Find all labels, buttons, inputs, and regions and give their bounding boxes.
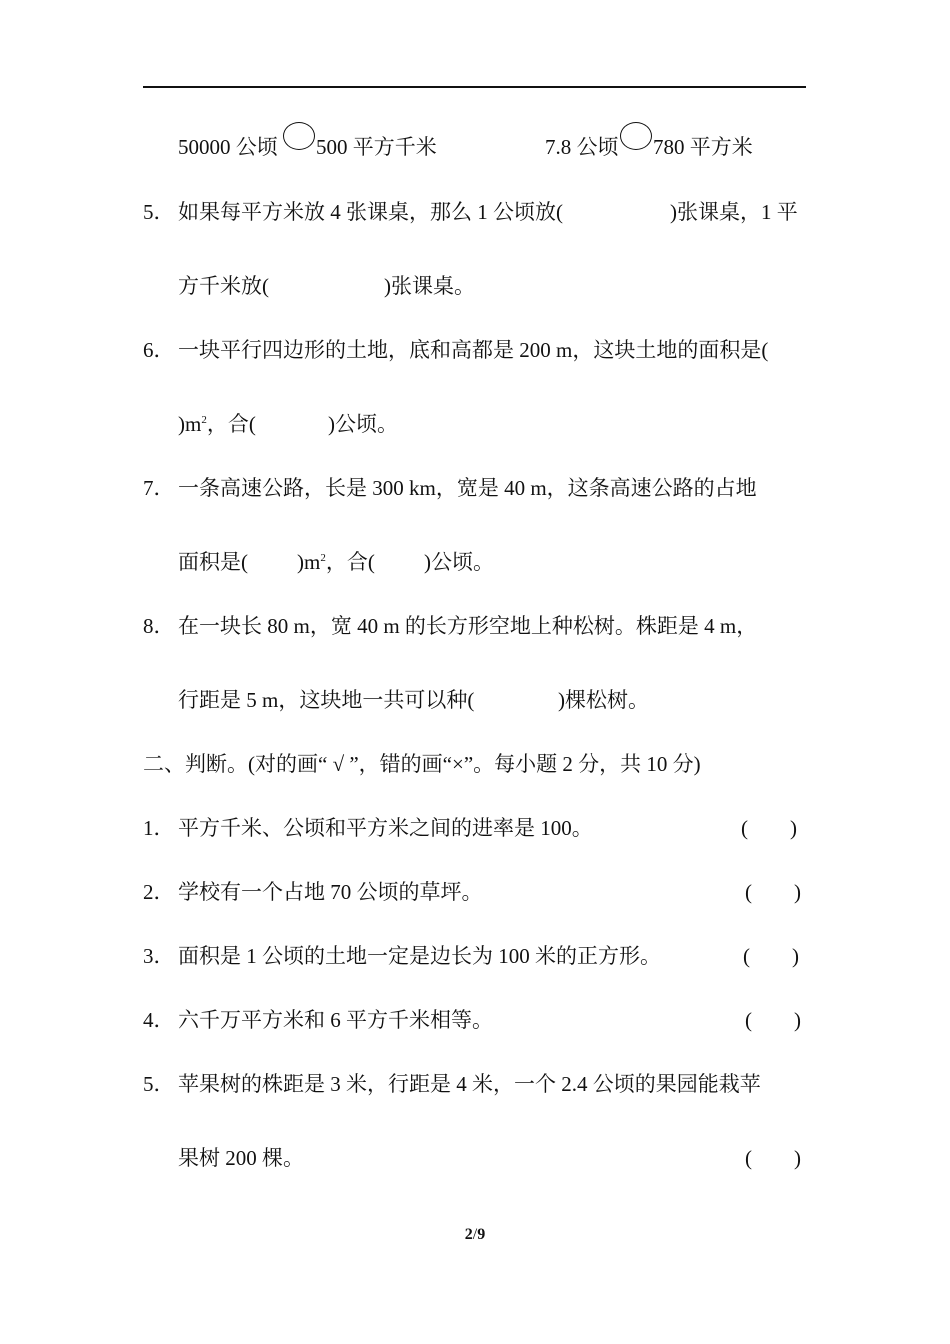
question-text: 如果每平方米放 4 张课桌，那么 1 公顷放( xyxy=(178,200,563,224)
compare-right-a: 7.8 公顷 xyxy=(545,135,619,159)
question-text: 行距是 5 m，这块地一共可以种( xyxy=(178,688,475,712)
question-number: 8． xyxy=(143,614,175,638)
question-number: 6． xyxy=(143,338,175,362)
question-number: 1． xyxy=(143,816,175,840)
question-text: 面积是 1 公顷的土地一定是边长为 100 米的正方形。 xyxy=(178,944,661,968)
compare-left-a: 50000 公顷 xyxy=(178,135,278,159)
page-number: 2/9 xyxy=(464,1226,486,1243)
answer-bracket[interactable]: ( ) xyxy=(745,1008,801,1032)
question-text: )棵松树。 xyxy=(558,688,649,712)
header-rule xyxy=(143,86,806,88)
question-text: )公顷。 xyxy=(424,550,494,574)
question-text: )张课桌，1 平 xyxy=(670,200,798,224)
question-text: )张课桌。 xyxy=(384,274,475,298)
compare-left-b: 500 平方千米 xyxy=(316,135,437,159)
question-text: 一条高速公路，长是 300 km，宽是 40 m，这条高速公路的占地 xyxy=(178,476,757,500)
question-number: 7． xyxy=(143,476,175,500)
answer-bracket[interactable]: ( ) xyxy=(743,944,799,968)
compare-circle-right[interactable] xyxy=(620,122,652,150)
question-text: 方千米放( xyxy=(178,274,269,298)
question-number: 5． xyxy=(143,1072,175,1096)
question-number: 5． xyxy=(143,200,175,224)
question-text: )$m^2$，合( xyxy=(178,412,256,436)
question-text: 一块平行四边形的土地，底和高都是 200 m，这块土地的面积是( xyxy=(178,338,769,362)
question-text: 苹果树的株距是 3 米，行距是 4 米，一个 2.4 公顷的果园能栽苹 xyxy=(178,1072,761,1096)
question-text: )$m^2$，合( xyxy=(297,550,375,574)
answer-bracket[interactable]: ( ) xyxy=(741,816,797,840)
question-text: 六千万平方米和 6 平方千米相等。 xyxy=(178,1008,493,1032)
question-text: 学校有一个占地 70 公顷的草坪。 xyxy=(178,880,483,904)
question-text: 果树 200 棵。 xyxy=(178,1146,304,1170)
question-number: 3． xyxy=(143,944,175,968)
question-text: 面积是( xyxy=(178,550,248,574)
answer-bracket[interactable]: ( ) xyxy=(745,880,801,904)
section-heading: 二、判断。(对的画“ √ ”，错的画“×”。每小题 2 分，共 10 分) xyxy=(143,752,701,776)
question-number: 2． xyxy=(143,880,175,904)
question-number: 4． xyxy=(143,1008,175,1032)
compare-circle-left[interactable] xyxy=(283,122,315,150)
question-text: 在一块长 80 m，宽 40 m 的长方形空地上种松树。株距是 4 m， xyxy=(178,614,758,638)
answer-bracket[interactable]: ( ) xyxy=(745,1146,801,1170)
compare-right-b: 780 平方米 xyxy=(653,135,753,159)
question-text: )公顷。 xyxy=(328,412,398,436)
question-text: 平方千米、公顷和平方米之间的进率是 100。 xyxy=(178,816,593,840)
